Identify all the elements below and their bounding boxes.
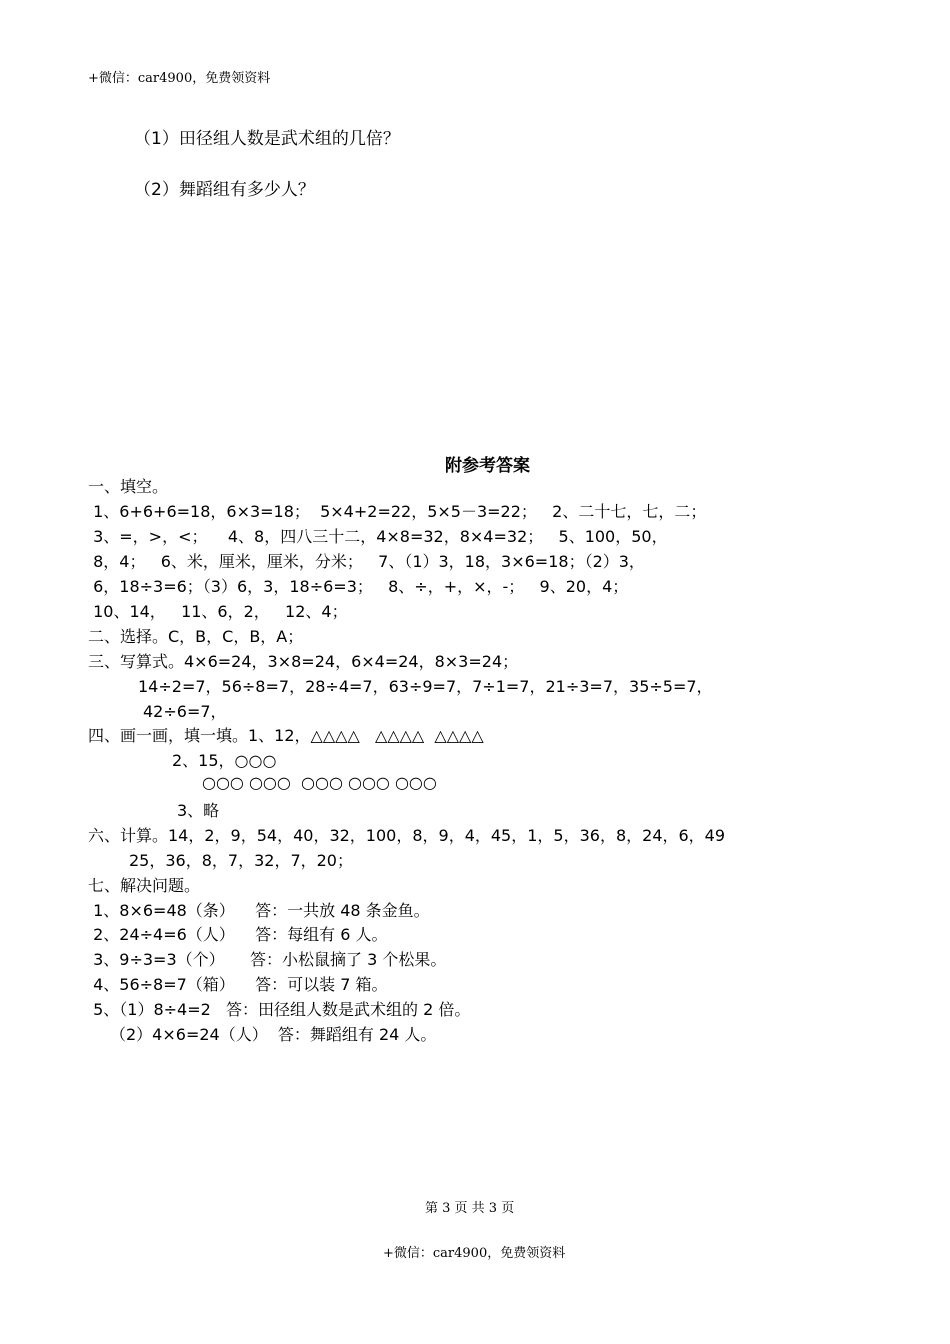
question-2: （2）舞蹈组有多少人？	[134, 180, 315, 200]
answer-line: 3、=，>，<； 4、8，四八三十二，4×8=32，8×4=32； 5、100，50，	[88, 527, 668, 546]
answer-line: 10、14， 11、6，2， 12、4；	[88, 602, 348, 621]
answer-line: 3、略	[177, 801, 220, 820]
answer-line: 6，18÷3=6；（3）6，3，18÷6=3； 8、÷，+，×，-； 9、20，4；	[88, 577, 629, 596]
answer-line: 14÷2=7，56÷8=7，28÷4=7，63÷9=7，7÷1=7，21÷3=7，35÷5=7，	[138, 677, 713, 696]
header-note: +微信：car4900，免费领资料	[88, 71, 271, 86]
answer-line: 七、解决问题。	[88, 876, 201, 895]
answer-line: 六、计算。14，2，9，54，40，32，100，8，9，4，45，1，5，36，8，24，6，49	[88, 826, 726, 845]
answer-line: 三、写算式。4×6=24，3×8=24，6×4=24，8×3=24；	[88, 652, 519, 671]
answer-line: 3、9÷3=3（个） 答：小松鼠摘了 3 个松果。	[88, 950, 447, 969]
answer-line: 一、填空。	[88, 477, 169, 496]
answer-line: 25，36，8，7，32，7，20；	[129, 851, 353, 870]
answer-line: ○○○ ○○○ ○○○ ○○○ ○○○	[202, 773, 437, 792]
answer-line: 2、24÷4=6（人） 答：每组有 6 人。	[88, 925, 388, 944]
answer-line: 1、6+6+6=18，6×3=18； 5×4+2=22，5×5－3=22； 2、二十七，七，二；	[88, 502, 707, 521]
answer-line: 二、选择。C，B，C，B，A；	[88, 627, 304, 646]
answer-line: （2）4×6=24（人） 答：舞蹈组有 24 人。	[110, 1025, 437, 1044]
answers-title: 附参考答案	[445, 456, 530, 476]
answer-line: 四、画一画，填一填。1、12，△△△△ △△△△ △△△△	[88, 726, 484, 745]
answer-line: 4、56÷8=7（箱） 答：可以装 7 箱。	[88, 975, 388, 994]
question-1: （1）田径组人数是武术组的几倍？	[134, 129, 400, 149]
answer-line: 5、（1）8÷4=2 答：田径组人数是武术组的 2 倍。	[88, 1000, 471, 1019]
answer-line: 42÷6=7，	[143, 702, 227, 721]
answer-line: 2、15，○○○	[172, 751, 277, 770]
answer-line: 8，4； 6、米，厘米，厘米，分米； 7、（1）3，18，3×6=18；（2）3，	[88, 552, 645, 571]
footer-note: +微信：car4900，免费领资料	[383, 1246, 566, 1261]
page-number: 第 3 页 共 3 页	[425, 1201, 515, 1216]
answer-line: 1、8×6=48（条） 答：一共放 48 条金鱼。	[88, 901, 430, 920]
